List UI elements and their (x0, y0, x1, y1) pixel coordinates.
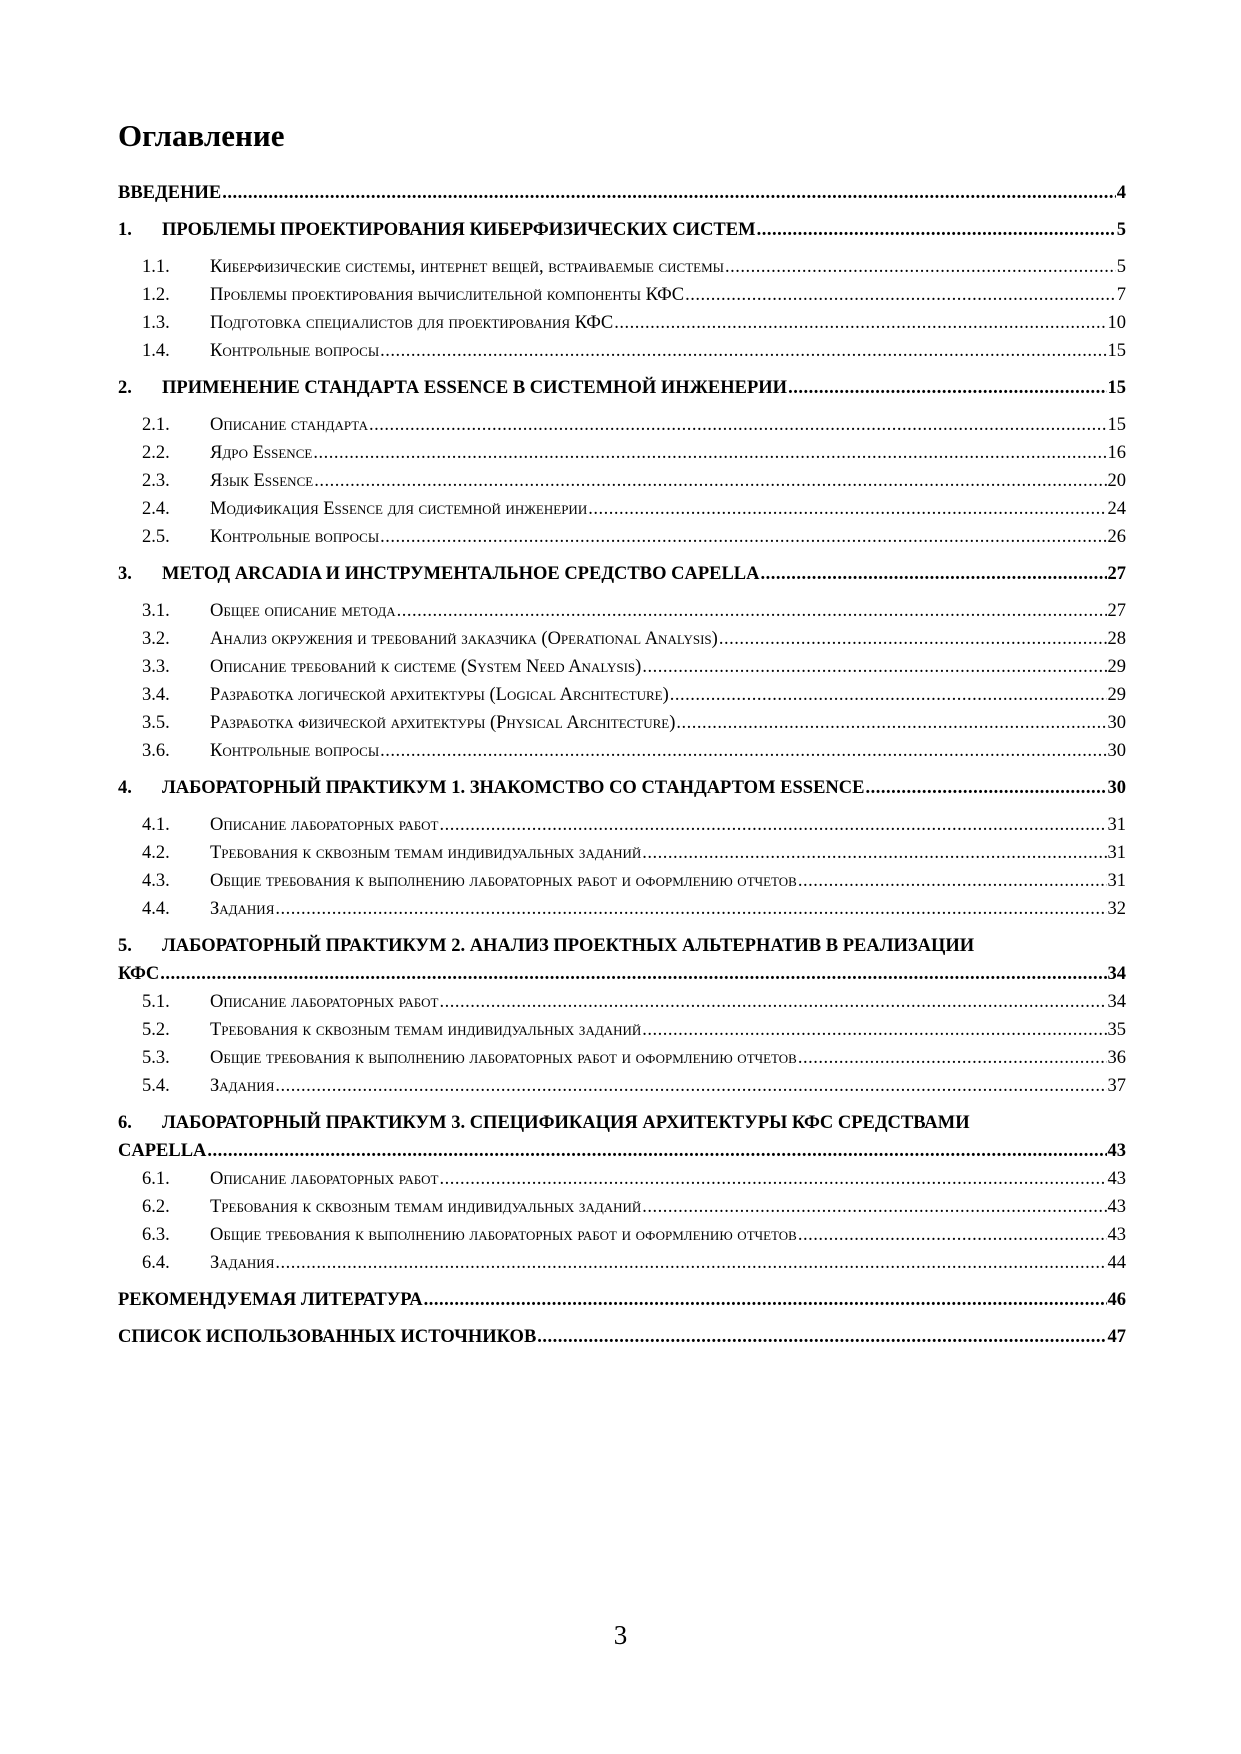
toc-number: 2.2. (142, 443, 170, 463)
toc-page: 31 (1107, 871, 1126, 891)
toc-chapter[interactable] (118, 1286, 1126, 1314)
toc-number: 2.1. (142, 415, 170, 435)
toc-page: 29 (1107, 657, 1126, 677)
toc-leader-dots (439, 1165, 1106, 1193)
toc-leader-dots (222, 179, 1116, 207)
toc-section[interactable] (118, 411, 1126, 439)
toc-title: Контрольные вопросы (210, 527, 380, 547)
toc-leader-dots (642, 839, 1106, 867)
toc-leader-dots (207, 1137, 1106, 1165)
toc-number: 5.3. (142, 1048, 170, 1068)
toc-page: 46 (1107, 1290, 1126, 1310)
toc-page: 30 (1107, 713, 1126, 733)
toc-title: Анализ окружения и требований заказчика (Operational Analysis) (210, 629, 718, 649)
toc-leader-dots (369, 411, 1107, 439)
toc-number: 3.6. (142, 741, 170, 761)
toc-number: 4.3. (142, 871, 170, 891)
toc-page: 5 (1116, 220, 1126, 240)
toc-leader-dots (313, 439, 1106, 467)
toc-chapter[interactable] (118, 216, 1126, 244)
toc-number: 3.1. (142, 601, 170, 621)
toc-section[interactable] (118, 867, 1126, 895)
toc-leader-dots (275, 895, 1106, 923)
toc-section[interactable] (118, 737, 1126, 765)
toc-section[interactable] (118, 681, 1126, 709)
toc-number: 1.4. (142, 341, 170, 361)
toc-page: 36 (1107, 1048, 1126, 1068)
toc-leader-dots (642, 1193, 1106, 1221)
toc-number: 2.4. (142, 499, 170, 519)
toc-leader-dots (670, 681, 1107, 709)
toc-title: ПРОБЛЕМЫ ПРОЕКТИРОВАНИЯ КИБЕРФИЗИЧЕСКИХ СИСТЕМ (162, 220, 756, 240)
toc-title: Требования к сквозным темам индивидуальных заданий (210, 1197, 642, 1217)
toc-page: 34 (1107, 964, 1126, 984)
toc-section[interactable] (118, 1193, 1126, 1221)
toc-number: 2. (118, 378, 132, 398)
toc-title-continued: CAPELLA (118, 1141, 207, 1161)
toc-title: Подготовка специалистов для проектирования КФС (210, 313, 614, 333)
toc-number: 4.1. (142, 815, 170, 835)
toc-leader-dots (439, 988, 1106, 1016)
toc-leader-dots (314, 467, 1106, 495)
toc-page: 7 (1116, 285, 1126, 305)
toc-section[interactable] (118, 653, 1126, 681)
toc-title: ЛАБОРАТОРНЫЙ ПРАКТИКУМ 2. АНАЛИЗ ПРОЕКТНЫХ АЛЬТЕРНАТИВ В РЕАЛИЗАЦИИ (162, 936, 975, 956)
toc-leader-dots (614, 309, 1106, 337)
toc-chapter-first-line[interactable] (118, 1109, 1126, 1137)
toc-leader-dots (424, 1286, 1107, 1314)
toc-leader-dots (160, 960, 1106, 988)
toc-page: 44 (1107, 1253, 1126, 1273)
toc-leader-dots (757, 216, 1116, 244)
toc-section[interactable] (118, 811, 1126, 839)
toc-section[interactable] (118, 839, 1126, 867)
toc-section[interactable] (118, 625, 1126, 653)
toc-title: ВВЕДЕНИЕ (118, 183, 222, 203)
toc-leader-dots (761, 560, 1107, 588)
toc-number: 2.3. (142, 471, 170, 491)
toc-chapter[interactable] (118, 179, 1126, 207)
toc-chapter[interactable] (118, 1137, 1126, 1165)
toc-title: Разработка логической архитектуры (Logical Architecture) (210, 685, 669, 705)
toc-number: 1.1. (142, 257, 170, 277)
toc-section[interactable] (118, 1165, 1126, 1193)
toc-title: ЛАБОРАТОРНЫЙ ПРАКТИКУМ 3. СПЕЦИФИКАЦИЯ АРХИТЕКТУРЫ КФС СРЕДСТВАМИ (162, 1113, 970, 1133)
toc-section[interactable] (118, 495, 1126, 523)
page-title: Оглавление (118, 118, 285, 153)
toc-title: ЛАБОРАТОРНЫЙ ПРАКТИКУМ 1. ЗНАКОМСТВО СО СТАНДАРТОМ ESSENCE (162, 778, 865, 798)
toc-title: Требования к сквозным темам индивидуальных заданий (210, 843, 642, 863)
toc-number: 3.5. (142, 713, 170, 733)
toc-number: 3.4. (142, 685, 170, 705)
toc-title: Описание стандарта (210, 415, 368, 435)
toc-number: 4.2. (142, 843, 170, 863)
toc-page: 15 (1107, 415, 1126, 435)
toc-number: 6.4. (142, 1253, 170, 1273)
toc-title-continued: КФС (118, 964, 160, 984)
toc-leader-dots (397, 597, 1107, 625)
toc-leader-dots (275, 1072, 1106, 1100)
toc-number: 5.1. (142, 992, 170, 1012)
toc-page: 26 (1107, 527, 1126, 547)
toc-page: 30 (1107, 778, 1126, 798)
toc-leader-dots (788, 374, 1106, 402)
toc-title: Требования к сквозным темам индивидуальных заданий (210, 1020, 642, 1040)
toc-number: 3. (118, 564, 132, 584)
table-of-contents (118, 179, 1126, 1351)
toc-title: Описание лабораторных работ (210, 815, 439, 835)
toc-number: 3.2. (142, 629, 170, 649)
toc-title: Разработка физической архитектуры (Physical Architecture) (210, 713, 676, 733)
toc-leader-dots (798, 867, 1107, 895)
toc-number: 4.4. (142, 899, 170, 919)
toc-title: Общие требования к выполнению лабораторных работ и оформлению отчетов (210, 1048, 797, 1068)
toc-section[interactable] (118, 439, 1126, 467)
toc-title: МЕТОД ARCADIA И ИНСТРУМЕНТАЛЬНОЕ СРЕДСТВО CAPELLA (162, 564, 760, 584)
toc-page: 16 (1107, 443, 1126, 463)
toc-page: 43 (1107, 1169, 1126, 1189)
toc-title: Общее описание метода (210, 601, 396, 621)
toc-page: 10 (1107, 313, 1126, 333)
toc-number: 6.1. (142, 1169, 170, 1189)
toc-page: 43 (1107, 1141, 1126, 1161)
toc-title: Язык Essence (210, 471, 314, 491)
toc-number: 1.2. (142, 285, 170, 305)
toc-number: 4. (118, 778, 132, 798)
toc-section[interactable] (118, 709, 1126, 737)
toc-chapter-first-line[interactable] (118, 932, 1126, 960)
toc-title: Задания (210, 1253, 275, 1273)
toc-leader-dots (380, 337, 1106, 365)
toc-title: Задания (210, 1076, 275, 1096)
toc-title: Общие требования к выполнению лабораторных работ и оформлению отчетов (210, 1225, 797, 1245)
toc-section[interactable] (118, 988, 1126, 1016)
toc-number: 2.5. (142, 527, 170, 547)
toc-section[interactable] (118, 1249, 1126, 1277)
toc-leader-dots (719, 625, 1107, 653)
toc-number: 6.2. (142, 1197, 170, 1217)
toc-page: 43 (1107, 1197, 1126, 1217)
toc-title: Проблемы проектирования вычислительной компоненты КФС (210, 285, 685, 305)
toc-section[interactable] (118, 309, 1126, 337)
toc-page: 4 (1116, 183, 1126, 203)
toc-title: РЕКОМЕНДУЕМАЯ ЛИТЕРАТУРА (118, 1290, 423, 1310)
toc-number: 6. (118, 1113, 132, 1133)
toc-section[interactable] (118, 1221, 1126, 1249)
toc-leader-dots (865, 774, 1106, 802)
toc-page: 35 (1107, 1020, 1126, 1040)
toc-title: Описание лабораторных работ (210, 1169, 439, 1189)
toc-leader-dots (676, 709, 1106, 737)
toc-title: Модификация Essence для системной инженерии (210, 499, 588, 519)
toc-title: Киберфизические системы, интернет вещей, встраиваемые системы (210, 257, 725, 277)
toc-title: Общие требования к выполнению лабораторных работ и оформлению отчетов (210, 871, 797, 891)
toc-page: 30 (1107, 741, 1126, 761)
toc-leader-dots (537, 1323, 1106, 1351)
toc-page: 34 (1107, 992, 1126, 1012)
toc-page: 29 (1107, 685, 1126, 705)
toc-page: 37 (1107, 1076, 1126, 1096)
toc-number: 5.2. (142, 1020, 170, 1040)
toc-page: 27 (1107, 601, 1126, 621)
toc-chapter[interactable] (118, 560, 1126, 588)
toc-number: 6.3. (142, 1225, 170, 1245)
toc-page: 20 (1107, 471, 1126, 491)
toc-leader-dots (685, 281, 1116, 309)
toc-section[interactable] (118, 337, 1126, 365)
toc-page: 24 (1107, 499, 1126, 519)
toc-title: ПРИМЕНЕНИЕ СТАНДАРТА ESSENCE В СИСТЕМНОЙ ИНЖЕНЕРИИ (162, 378, 788, 398)
toc-number: 1. (118, 220, 132, 240)
toc-leader-dots (380, 737, 1106, 765)
toc-section[interactable] (118, 253, 1126, 281)
toc-section[interactable] (118, 597, 1126, 625)
toc-section[interactable] (118, 523, 1126, 551)
toc-page: 15 (1107, 341, 1126, 361)
toc-chapter[interactable] (118, 1323, 1126, 1351)
toc-page: 43 (1107, 1225, 1126, 1245)
toc-leader-dots (642, 653, 1106, 681)
toc-page: 31 (1107, 843, 1126, 863)
toc-title: СПИСОК ИСПОЛЬЗОВАННЫХ ИСТОЧНИКОВ (118, 1327, 537, 1347)
toc-section[interactable] (118, 281, 1126, 309)
toc-section[interactable] (118, 895, 1126, 923)
page-number: 3 (613, 1620, 628, 1650)
toc-leader-dots (380, 523, 1106, 551)
toc-leader-dots (798, 1044, 1107, 1072)
toc-title: Задания (210, 899, 275, 919)
toc-title: Описание лабораторных работ (210, 992, 439, 1012)
toc-number: 1.3. (142, 313, 170, 333)
toc-leader-dots (798, 1221, 1107, 1249)
toc-page: 32 (1107, 899, 1126, 919)
toc-leader-dots (725, 253, 1116, 281)
toc-page: 47 (1107, 1327, 1126, 1347)
toc-leader-dots (439, 811, 1106, 839)
toc-page: 5 (1116, 257, 1126, 277)
toc-section[interactable] (118, 1072, 1126, 1100)
toc-title: Контрольные вопросы (210, 741, 380, 761)
toc-chapter[interactable] (118, 374, 1126, 402)
toc-chapter[interactable] (118, 960, 1126, 988)
toc-number: 5. (118, 936, 132, 956)
toc-page: 28 (1107, 629, 1126, 649)
toc-section[interactable] (118, 1044, 1126, 1072)
toc-leader-dots (275, 1249, 1106, 1277)
toc-page: 15 (1107, 378, 1126, 398)
toc-section[interactable] (118, 467, 1126, 495)
toc-number: 3.3. (142, 657, 170, 677)
toc-title: Описание требований к системе (System Need Analysis) (210, 657, 642, 677)
toc-section[interactable] (118, 1016, 1126, 1044)
toc-page: 27 (1107, 564, 1126, 584)
toc-title: Ядро Essence (210, 443, 313, 463)
toc-number: 5.4. (142, 1076, 170, 1096)
toc-title: Контрольные вопросы (210, 341, 380, 361)
toc-leader-dots (642, 1016, 1106, 1044)
toc-leader-dots (588, 495, 1106, 523)
toc-page: 31 (1107, 815, 1126, 835)
toc-chapter[interactable] (118, 774, 1126, 802)
